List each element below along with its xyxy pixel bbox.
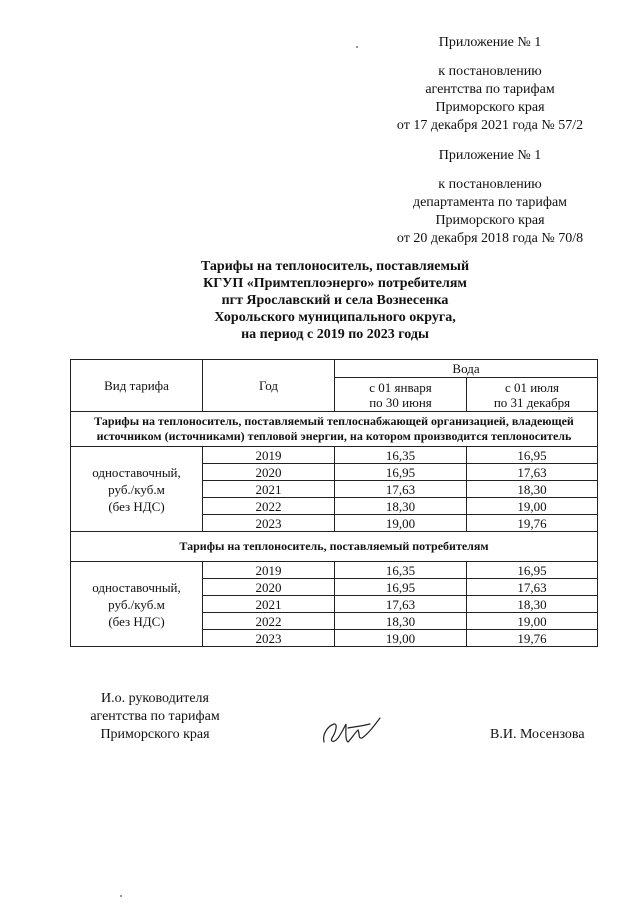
column-header-tariff-type: Вид тарифа bbox=[71, 360, 203, 412]
period-2-from: с 01 июля bbox=[504, 379, 560, 395]
tariff-h1-cell: 18,30 bbox=[335, 498, 467, 515]
appendix-header-1 bbox=[370, 34, 610, 135]
year-cell: 2022 bbox=[203, 498, 335, 515]
tariff-h1-cell: 18,30 bbox=[335, 613, 467, 630]
table-header-row bbox=[71, 360, 598, 378]
period-1-to: по 30 июня bbox=[369, 394, 432, 410]
year-cell: 2021 bbox=[203, 481, 335, 498]
appendix-2-line: Приморского края bbox=[435, 213, 545, 228]
tariff-h1-cell: 16,35 bbox=[335, 562, 467, 579]
tariff-type-line: одноставочный, bbox=[92, 464, 181, 480]
tariff-h2-cell: 16,95 bbox=[467, 562, 598, 579]
column-header-year: Год bbox=[203, 360, 335, 412]
tariff-h1-cell: 16,95 bbox=[335, 464, 467, 481]
table-row bbox=[71, 562, 598, 579]
period-1-from: с 01 января bbox=[369, 379, 432, 395]
tariff-h1-cell: 16,95 bbox=[335, 579, 467, 596]
column-header-period-2 bbox=[467, 378, 598, 412]
title-line: Хорольского муниципального округа, bbox=[214, 310, 456, 325]
year-cell: 2019 bbox=[203, 562, 335, 579]
tariff-h2-cell: 19,00 bbox=[467, 613, 598, 630]
appendix-2-head: Приложение № 1 bbox=[438, 148, 542, 163]
title-line: Тарифы на теплоноситель, поставляемый bbox=[200, 259, 470, 274]
tariff-type-line: одноставочный, bbox=[92, 579, 181, 595]
tariff-h1-cell: 19,00 bbox=[335, 630, 467, 647]
appendix-2-line: департамента по тарифам bbox=[412, 195, 568, 210]
tariff-type-line: (без НДС) bbox=[108, 498, 165, 514]
year-cell: 2023 bbox=[203, 515, 335, 532]
tariff-h1-cell: 17,63 bbox=[335, 596, 467, 613]
tariff-type-cell bbox=[71, 447, 203, 532]
document-title bbox=[150, 258, 520, 343]
tariff-h1-cell: 16,35 bbox=[335, 447, 467, 464]
tariff-h2-cell: 17,63 bbox=[467, 464, 598, 481]
column-header-water: Вода bbox=[335, 360, 598, 378]
tariff-type-cell bbox=[71, 562, 203, 647]
appendix-1-line: к постановлению bbox=[438, 64, 542, 79]
tariff-h1-cell: 17,63 bbox=[335, 481, 467, 498]
signatory-position-line: Приморского края bbox=[100, 727, 210, 742]
tariff-h1-cell: 19,00 bbox=[335, 515, 467, 532]
year-cell: 2019 bbox=[203, 447, 335, 464]
section-heading: Тарифы на теплоноситель, поставляемый потребителям bbox=[71, 532, 598, 562]
title-line: пгт Ярославский и села Вознесенка bbox=[221, 293, 449, 308]
year-cell: 2021 bbox=[203, 596, 335, 613]
column-header-period-1 bbox=[335, 378, 467, 412]
signatory-position-line: И.о. руководителя bbox=[100, 691, 209, 706]
tariff-h2-cell: 16,95 bbox=[467, 447, 598, 464]
signatory-position bbox=[55, 690, 255, 744]
year-cell: 2020 bbox=[203, 464, 335, 481]
appendix-2-line: от 20 декабря 2018 года № 70/8 bbox=[396, 231, 584, 246]
title-line: КГУП «Примтеплоэнерго» потребителям bbox=[203, 276, 467, 291]
scan-artifact bbox=[356, 46, 358, 48]
tariff-h2-cell: 19,76 bbox=[467, 630, 598, 647]
appendix-1-line: агентства по тарифам bbox=[425, 82, 555, 97]
section-heading: Тарифы на теплоноситель, поставляемый теплоснабжающей организацией, владеющей источником (источниками) тепловой энергии, на котором производится теплоноситель bbox=[71, 412, 598, 447]
signatory-position-line: агентства по тарифам bbox=[90, 709, 220, 724]
tariff-h2-cell: 18,30 bbox=[467, 596, 598, 613]
appendix-2-line: к постановлению bbox=[438, 177, 542, 192]
tariff-h2-cell: 19,00 bbox=[467, 498, 598, 515]
appendix-1-line: Приморского края bbox=[435, 100, 545, 115]
tariff-h2-cell: 18,30 bbox=[467, 481, 598, 498]
appendix-1-line: от 17 декабря 2021 года № 57/2 bbox=[396, 118, 584, 133]
tariff-type-line: (без НДС) bbox=[108, 613, 165, 629]
year-cell: 2020 bbox=[203, 579, 335, 596]
period-2-to: по 31 декабря bbox=[493, 394, 571, 410]
tariff-h2-cell: 19,76 bbox=[467, 515, 598, 532]
year-cell: 2023 bbox=[203, 630, 335, 647]
title-line: на период с 2019 по 2023 годы bbox=[241, 327, 429, 342]
tariff-type-line: руб./куб.м bbox=[108, 481, 165, 497]
tariff-table bbox=[70, 359, 598, 647]
handwritten-signature bbox=[318, 712, 388, 752]
section-heading-row bbox=[71, 412, 598, 447]
table-row bbox=[71, 447, 598, 464]
year-cell: 2022 bbox=[203, 613, 335, 630]
scan-artifact bbox=[120, 895, 122, 897]
signatory-name: В.И. Мосензова bbox=[490, 727, 585, 742]
section-heading-row bbox=[71, 532, 598, 562]
appendix-header-2 bbox=[370, 147, 610, 248]
tariff-h2-cell: 17,63 bbox=[467, 579, 598, 596]
tariff-type-line: руб./куб.м bbox=[108, 596, 165, 612]
appendix-1-head: Приложение № 1 bbox=[438, 35, 542, 50]
